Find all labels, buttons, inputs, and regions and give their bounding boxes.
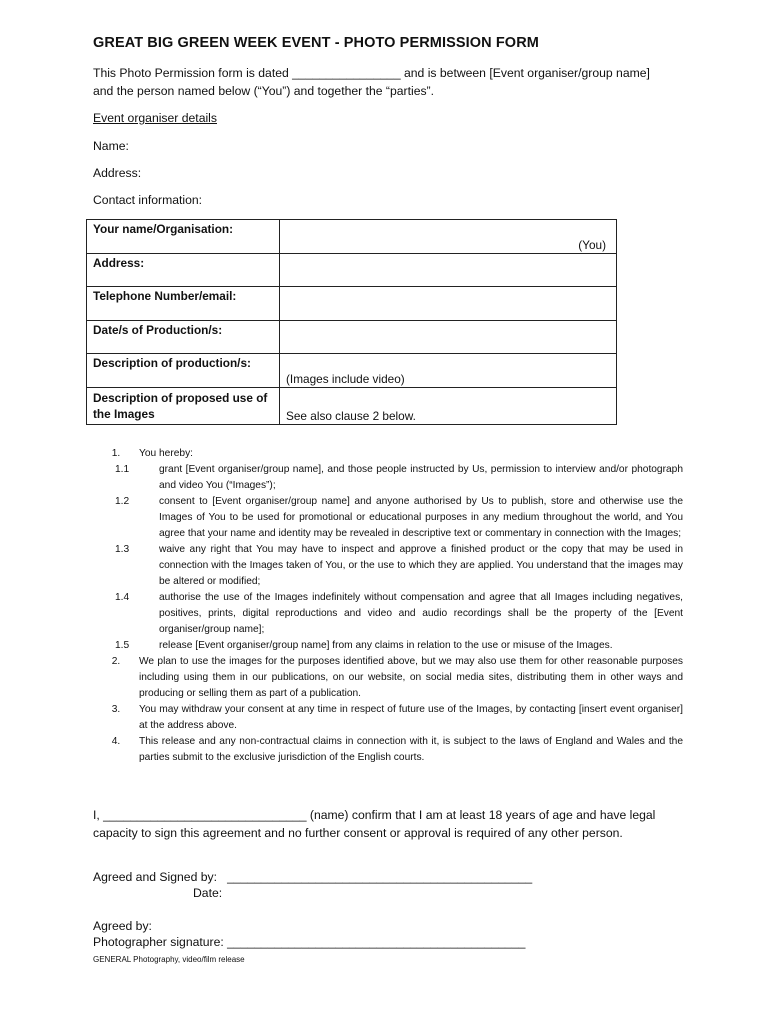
- organiser-name-label: Name:: [93, 139, 129, 153]
- footer-note: GENERAL Photography, video/film release: [93, 955, 245, 964]
- organiser-contact-label: Contact information:: [93, 193, 203, 207]
- agreed-signed-line[interactable]: Agreed and Signed by: _____________________________________________: [93, 870, 533, 884]
- clause-number: 1.1: [115, 464, 130, 475]
- clause-number: 1.2: [115, 496, 130, 507]
- clause-text: authorise the use of the Images indefinitely without compensation and agree that all Images including negatives, positives, prints, digital reproductions and video and audio recordings shall be the property of the [Event organiser/group name];: [159, 592, 683, 635]
- clause: [93, 654, 683, 702]
- name-value-cell[interactable]: [280, 220, 617, 254]
- table-value: (Images include video): [286, 372, 405, 386]
- table-label: Your name/Organisation:: [87, 220, 280, 254]
- clause-text: consent to [Event organiser/group name] and anyone authorised by Us to publish, store and otherwise use the Images of You to be used for promotional or educational purposes in any medium throughout the world, and You agree that your name and identity may be revealed in descriptive text or commentary in connection with the Images;: [159, 496, 683, 539]
- table-row: [87, 220, 617, 254]
- production-description-value-cell[interactable]: [280, 354, 617, 388]
- table-row: [87, 287, 617, 321]
- table-label: Telephone Number/email:: [87, 287, 280, 321]
- clause-text: We plan to use the images for the purposes identified above, but we may also use them for other reasonable purposes including using them in our publications, on our website, on social media sites, distributing them in other ways and producing or selling them as part of a publication.: [139, 656, 683, 699]
- clause: [93, 734, 683, 766]
- proposed-use-value-cell[interactable]: [280, 388, 617, 425]
- clause: [93, 446, 683, 462]
- clause-text: release [Event organiser/group name] from any claims in relation to the use or misuse of the Images.: [159, 640, 613, 651]
- table-row: [87, 388, 617, 425]
- table-row: [87, 254, 617, 287]
- terms-clauses: [93, 446, 683, 766]
- address-value-cell[interactable]: [280, 254, 617, 287]
- clause: [93, 494, 683, 542]
- table-value: See also clause 2 below.: [286, 409, 416, 423]
- clause: [93, 702, 683, 734]
- agreed-by-label: Agreed by:: [93, 919, 152, 933]
- clause-text: You hereby:: [139, 448, 194, 459]
- organiser-details-heading: Event organiser details: [93, 111, 217, 125]
- clause-number: 4.: [111, 736, 121, 747]
- clause-number: 1.3: [115, 544, 130, 555]
- organiser-address-label: Address:: [93, 166, 142, 180]
- table-label: Description of production/s:: [87, 354, 280, 388]
- table-label: Description of proposed use of the Images: [87, 388, 280, 425]
- clause-number: 1.: [111, 448, 121, 459]
- production-date-value-cell[interactable]: [280, 321, 617, 354]
- photographer-signature-line[interactable]: Photographer signature: ____________________________________________: [93, 935, 526, 949]
- clause: [93, 638, 683, 654]
- table-row: [87, 354, 617, 388]
- age-confirmation-statement: I, ______________________________ (name) confirm that I am at least 18 years of age and have legal capacity to sign this agreement and no further consent or approval is required of any other person.: [93, 808, 656, 840]
- table-label: Date/s of Production/s:: [87, 321, 280, 354]
- table-value: (You): [578, 238, 606, 252]
- clause-number: 1.4: [115, 592, 130, 603]
- date-label: Date:: [193, 886, 223, 900]
- clause-number: 1.5: [115, 640, 130, 651]
- participant-details-table: [86, 219, 617, 425]
- table-label: Address:: [87, 254, 280, 287]
- clause-text: waive any right that You may have to inspect and approve a finished product or the copy that may be used in connection with the Images taken of You, or the use to which they are applied. You understand that the images may be altered or modified;: [159, 544, 683, 587]
- contact-value-cell[interactable]: [280, 287, 617, 321]
- clause: [93, 462, 683, 494]
- clause-text: You may withdraw your consent at any time in respect of future use of the Images, by contacting [insert event organiser] at the address above.: [139, 704, 683, 731]
- clause: [93, 542, 683, 590]
- clause-text: grant [Event organiser/group name], and those people instructed by Us, permission to interview and/or photograph and video You (“Images”);: [159, 464, 683, 491]
- clause: [93, 590, 683, 638]
- form-title: GREAT BIG GREEN WEEK EVENT - PHOTO PERMISSION FORM: [93, 35, 539, 51]
- intro-paragraph: This Photo Permission form is dated ________________ and is between [Event organiser/group name] and the person named below (“You”) and together the “parties”.: [93, 66, 650, 98]
- clause-text: This release and any non-contractual claims in connection with it, is subject to the laws of England and Wales and the parties submit to the exclusive jurisdiction of the English courts.: [139, 736, 683, 763]
- clause-number: 3.: [111, 704, 121, 715]
- table-row: [87, 321, 617, 354]
- clause-number: 2.: [111, 656, 121, 667]
